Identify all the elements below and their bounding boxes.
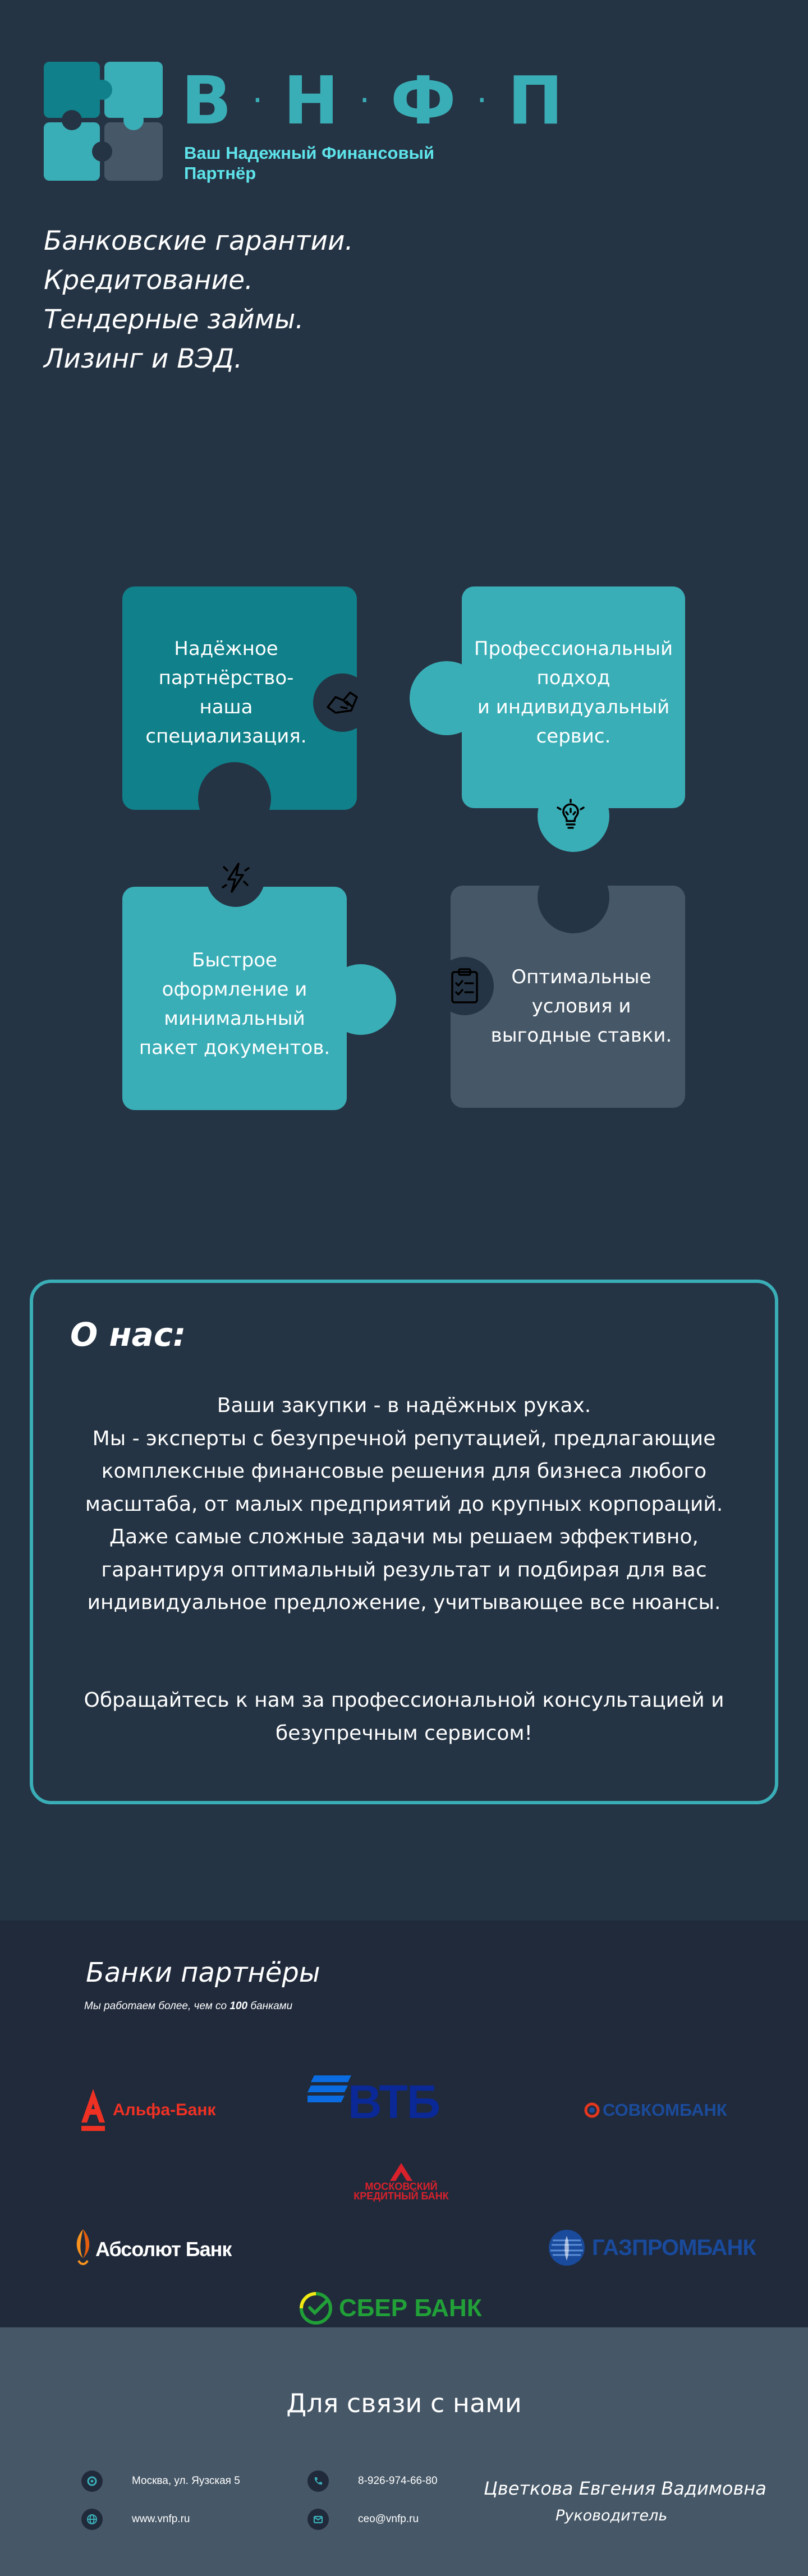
feature-text-service [462, 634, 685, 751]
about-cta-line: Обращайтесь к нам за профессиональной консультацией и [84, 1689, 724, 1712]
services-list [44, 222, 354, 379]
location-pin-icon [81, 2470, 103, 2492]
handshake-icon [313, 673, 371, 732]
logo-dot: · [476, 81, 488, 120]
logo [44, 62, 563, 183]
service-item: Лизинг и ВЭД. [44, 343, 242, 374]
bank-name: Альфа-Банк [113, 2101, 216, 2119]
bank-alfa[interactable] [80, 2089, 215, 2132]
feature-line: Оптимальные [511, 966, 651, 988]
service-item: Банковские гарантии. [44, 226, 354, 256]
partner-banks-section [0, 1920, 808, 2327]
feature-line: пакет документов. [139, 1037, 330, 1059]
about-section [30, 1280, 778, 1804]
about-line: Ваши закупки - в надёжных руках. [217, 1394, 591, 1417]
mkb-logo-icon [387, 2162, 415, 2182]
email-link[interactable]: ceo@vnfp.ru [358, 2513, 419, 2525]
feature-line: Надёжное [174, 638, 278, 660]
feature-text-rates [477, 962, 686, 1050]
bank-name: ВТБ [348, 2075, 440, 2128]
feature-line: наша [199, 696, 253, 718]
address-text: Москва, ул. Яузская 5 [132, 2475, 240, 2487]
service-item: Тендерные займы. [44, 304, 304, 335]
service-item: Кредитование. [44, 265, 253, 296]
contact-person-role: Руководитель [556, 2507, 668, 2524]
gazprombank-logo-icon [547, 2228, 586, 2267]
about-line: Даже самые сложные задачи мы решаем эффективно, [109, 1525, 699, 1548]
sovcombank-logo-icon [584, 2102, 600, 2119]
phone-icon [307, 2470, 329, 2492]
features-puzzle [0, 561, 808, 1122]
banks-subtitle-text: Мы работаем более, чем со [84, 2000, 230, 2012]
logo-letter: Н [283, 62, 339, 139]
about-line: Мы - эксперты с безупречной репутацией, предлагающие [92, 1427, 716, 1450]
contacts-section [0, 2327, 808, 2576]
bank-mkb[interactable] [351, 2162, 452, 2201]
contact-email[interactable] [307, 2509, 419, 2530]
absolut-logo-icon [73, 2229, 93, 2270]
puzzle-notch [538, 861, 609, 933]
globe-icon [81, 2509, 103, 2530]
bank-sber[interactable] [299, 2291, 482, 2326]
website-link[interactable]: www.vnfp.ru [132, 2513, 190, 2525]
contact-person-name: Цветкова Евгения Вадимовна [484, 2478, 766, 2499]
alfa-logo-icon [80, 2089, 106, 2132]
about-text [33, 1390, 775, 1620]
bank-name: Абсолют Банк [95, 2238, 232, 2261]
logo-dot: · [252, 81, 263, 120]
bank-name: МОСКОВСКИЙ КРЕДИТНЫЙ БАНК [354, 2181, 449, 2202]
contact-phone[interactable] [307, 2470, 438, 2492]
bank-name: СБЕР БАНК [339, 2294, 482, 2322]
about-line: комплексные финансовые решения для бизнеса любого [101, 1460, 707, 1483]
logo-letter: Ф [390, 62, 456, 139]
phone-text[interactable]: 8-926-974-66-80 [358, 2475, 438, 2487]
clipboard-check-icon [435, 957, 494, 1015]
logo-tagline: Ваш Надежный Финансовый Партнёр [184, 143, 435, 183]
lightbulb-icon [541, 786, 600, 844]
logo-dot: · [359, 81, 370, 120]
puzzle-notch [198, 762, 271, 835]
feature-line: подход [536, 667, 610, 689]
feature-line: Профессиональный [474, 638, 673, 660]
contacts-title: Для связи с нами [286, 2388, 522, 2418]
mail-icon [307, 2509, 329, 2530]
about-line: индивидуальное предложение, учитывающее все нюансы. [87, 1591, 721, 1614]
feature-line: сервис. [536, 725, 611, 748]
contact-website[interactable] [81, 2509, 190, 2530]
logo-wordmark [181, 62, 563, 139]
bank-sovcombank[interactable] [584, 2100, 727, 2120]
bank-gazprombank[interactable] [547, 2228, 756, 2267]
logo-letter: В [181, 62, 232, 139]
feature-line: оформление и [162, 978, 307, 1001]
banks-count: 100 [229, 2000, 248, 2012]
vtb-logo-icon [307, 2075, 351, 2107]
about-title: О нас: [70, 1315, 186, 1354]
feature-line: выгодные ставки. [490, 1024, 672, 1047]
contact-address [81, 2470, 240, 2492]
about-cta-line: безупречным сервисом! [276, 1721, 532, 1745]
feature-text-partnership [122, 634, 330, 751]
feature-line: условия и [531, 995, 631, 1017]
feature-line: специализация. [145, 725, 307, 748]
sber-logo-icon [299, 2291, 333, 2326]
feature-text-fast [122, 946, 347, 1062]
bank-vtb[interactable] [307, 2052, 439, 2129]
puzzle-logo-icon [44, 62, 163, 181]
about-cta [33, 1684, 775, 1750]
bank-name: СОВКОМБАНК [603, 2100, 727, 2120]
feature-line: партнёрство- [158, 667, 294, 689]
feature-line: и индивидуальный [477, 696, 670, 718]
feature-line: Быстрое [192, 949, 277, 971]
feature-line: минимальный [164, 1007, 305, 1030]
about-line: масштаба, от малых предприятий до крупных корпораций. [85, 1492, 723, 1516]
bank-absolut[interactable] [73, 2229, 231, 2270]
banks-subtitle-text: банками [247, 2000, 293, 2012]
banks-subtitle [84, 2000, 292, 2013]
bank-name: ГАЗПРОМБАНК [592, 2235, 756, 2260]
banks-title: Банки партнёры [86, 1957, 320, 1988]
logo-letter: П [507, 62, 563, 139]
about-line: гарантируя оптимальный результат и подбирая для вас [101, 1558, 707, 1582]
lightning-icon [206, 849, 265, 907]
